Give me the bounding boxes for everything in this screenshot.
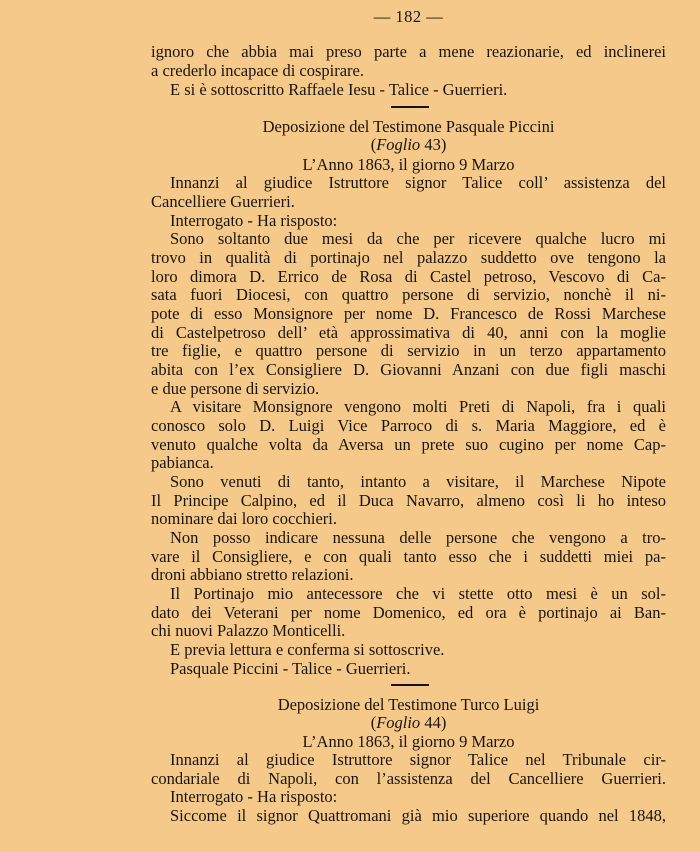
deposition-title: Deposizione del Testimone Turco Luigi: [277, 695, 540, 714]
text-line: pote di esso Monsignore per nome D. Francesco de Rossi Marchese: [151, 304, 666, 323]
text-line: trovo in qualità di portinajo nel palazzo suddetto ove tengono la: [151, 248, 666, 267]
text-line: Siccome il signor Quattromani già mio superiore quando nel 1848,: [170, 806, 666, 825]
text-line: di Castelpetroso dell’ età approssimativa di 40, anni con la moglie: [151, 323, 666, 342]
text-line: Il Principe Calpino, ed il Duca Navarro, almeno così li ho inteso: [151, 491, 666, 510]
text-line: abita con l’ex Consigliere D. Giovanni Anzani con due figli maschi: [151, 360, 666, 379]
text-line: a crederlo incapace di cospirare.: [151, 61, 364, 80]
text-line: Cancelliere Guerrieri.: [151, 192, 295, 211]
foglio-reference: (Foglio 44): [370, 713, 447, 732]
text-line: loro dimora D. Errico de Rosa di Castel petroso, Vescovo di Ca-: [151, 267, 666, 286]
text-line: E previa lettura e conferma si sottoscrive.: [170, 640, 445, 659]
text-line: conosco solo D. Luigi Vice Parroco di s. Maria Maggiore, ed è: [151, 416, 666, 435]
text-line: Innanzi al giudice Istruttore signor Talice coll’ assistenza del: [170, 173, 666, 192]
text-line: dato dei Veterani per nome Domenico, ed ora è portinajo ai Ban-: [151, 603, 666, 622]
text-line: Non posso indicare nessuna delle persone che vengono a tro-: [170, 528, 666, 547]
section-divider: [391, 106, 429, 108]
text-line: tre figlie, e quattro persone di servizio in un terzo appartamento: [151, 341, 666, 360]
text-line: Sono venuti di tanto, intanto a visitare, il Marchese Nipote: [170, 472, 666, 491]
text-line: A visitare Monsignore vengono molti Preti di Napoli, fra i quali: [170, 397, 666, 416]
deposition-date: L’Anno 1863, il giorno 9 Marzo: [302, 155, 515, 174]
text-line: E si è sottoscritto Raffaele Iesu - Talice - Guerrieri.: [170, 80, 508, 99]
text-line: vare il Consigliere, e con quali tanto esso che i suddetti miei pa-: [151, 547, 666, 566]
deposition-title: Deposizione del Testimone Pasquale Piccini: [262, 117, 555, 136]
text-line: droni abbiano stretto relazioni.: [151, 565, 354, 584]
text-line: pabianca.: [151, 453, 214, 472]
text-line: Interrogato - Ha risposto:: [170, 211, 338, 230]
text-line: Sono soltanto due mesi da che per ricevere qualche lucro mi: [170, 229, 666, 248]
foglio-reference: (Foglio 43): [370, 135, 447, 154]
text-line: Il Portinajo mio antecessore che vi stette otto mesi è un sol-: [170, 584, 666, 603]
page-number: — 182 —: [373, 7, 444, 26]
text-line: chi nuovi Palazzo Monticelli.: [151, 621, 346, 640]
signature-line: Pasquale Piccini - Talice - Guerrieri.: [170, 659, 411, 678]
section-divider: [391, 684, 429, 686]
text-line: nominare dai loro cocchieri.: [151, 509, 338, 528]
text-line: e due persone di servizio.: [151, 379, 320, 398]
text-line: Innanzi al giudice Istruttore signor Talice nel Tribunale cir-: [170, 750, 666, 769]
text-line: ignoro che abbia mai preso parte a mene reazionarie, ed inclinerei: [151, 42, 666, 61]
text-line: sata fuori Diocesi, con quattro persone di servizio, nonchè il ni-: [151, 285, 666, 304]
text-line: condariale di Napoli, con l’assistenza del Cancelliere Guerrieri.: [151, 769, 666, 788]
text-line: Interrogato - Ha risposto:: [170, 787, 338, 806]
deposition-date: L’Anno 1863, il giorno 9 Marzo: [302, 732, 515, 751]
text-line: venuto qualche volta da Aversa un prete suo cugino per nome Cap-: [151, 435, 666, 454]
